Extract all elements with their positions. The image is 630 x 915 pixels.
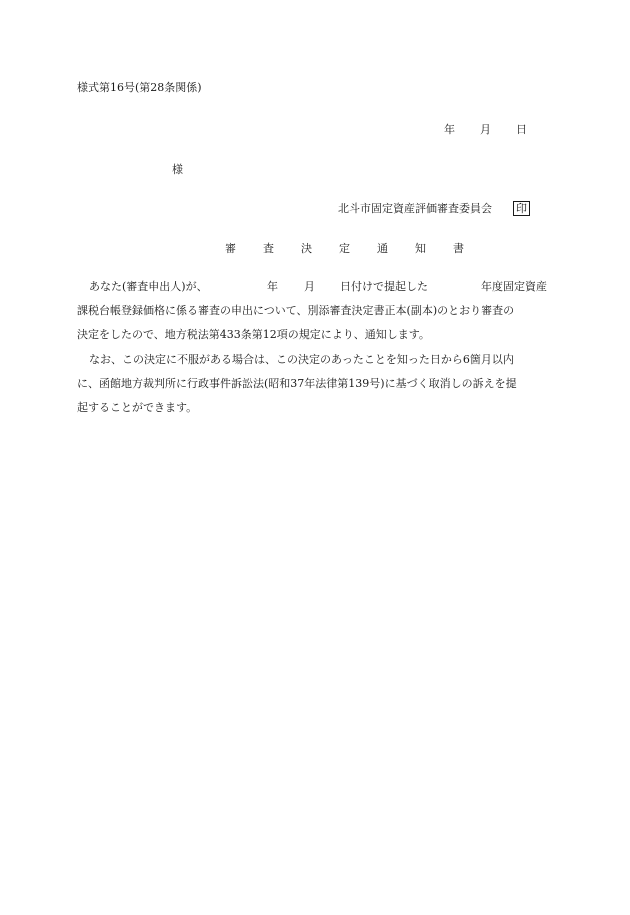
body-paragraph-2-line-1: なお、この決定に不服がある場合は、この決定のあったことを知った日から6箇月以内 — [89, 353, 514, 366]
title-char: 審 — [225, 242, 236, 255]
body-paragraph-1-line-3: 決定をしたので、地方税法第433条第12項の規定により、通知します。 — [77, 328, 430, 341]
body-text: 年度固定資産 — [481, 280, 547, 293]
body-paragraph-2-line-2: に、函館地方裁判所に行政事件訴訟法(昭和37年法律第139号)に基づく取消しの訴えを提 — [77, 377, 517, 390]
title-char: 定 — [339, 242, 350, 255]
form-label: 様式第16号(第28条関係) — [77, 81, 202, 94]
title-char: 決 — [301, 242, 312, 255]
date-month-label: 月 — [480, 123, 491, 136]
issuer-name: 北斗市固定資産評価審査委員会 — [338, 202, 492, 215]
body-paragraph-1-line-1 — [77, 281, 557, 293]
title-char: 書 — [453, 242, 464, 255]
document-title — [225, 243, 491, 254]
body-text: あなた(審査申出人)が、 — [89, 280, 208, 293]
body-text: 日付けで提起した — [340, 280, 428, 293]
title-char: 通 — [377, 242, 388, 255]
body-text: 月 — [304, 280, 315, 293]
title-char: 査 — [263, 242, 274, 255]
body-paragraph-2-line-3: 起することができます。 — [77, 401, 198, 414]
date-day-label: 日 — [516, 123, 527, 136]
seal-mark: 印 — [513, 201, 530, 216]
body-paragraph-1-line-2: 課税台帳登録価格に係る審査の申出について、別添審査決定書正本(副本)のとおり審査の — [77, 304, 515, 317]
title-char: 知 — [415, 242, 426, 255]
body-text: 年 — [267, 280, 278, 293]
addressee-suffix: 様 — [172, 163, 183, 176]
date-year-label: 年 — [444, 123, 455, 136]
